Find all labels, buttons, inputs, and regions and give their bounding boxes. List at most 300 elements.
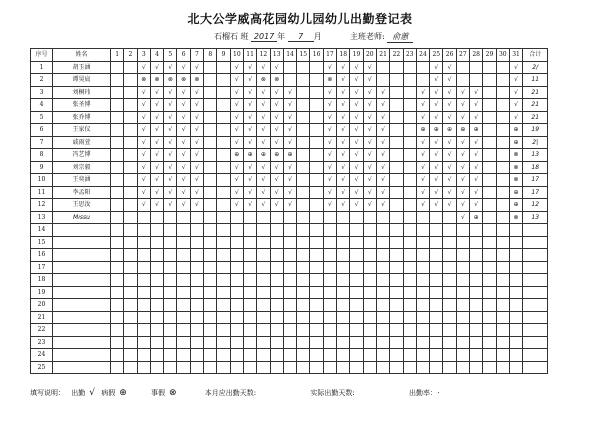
attendance-cell bbox=[403, 211, 416, 224]
attendance-cell bbox=[376, 311, 389, 324]
attendance-cell bbox=[350, 349, 363, 362]
attendance-cell bbox=[390, 236, 403, 249]
attendance-cell bbox=[416, 249, 429, 262]
attendance-cell bbox=[483, 149, 496, 162]
attendance-cell bbox=[124, 336, 137, 349]
attendance-cell: √ bbox=[270, 86, 283, 99]
attendance-cell bbox=[217, 174, 230, 187]
attendance-cell bbox=[164, 236, 177, 249]
attendance-cell bbox=[177, 286, 190, 299]
attendance-cell bbox=[430, 274, 443, 287]
child-name: 张乔博 bbox=[53, 111, 111, 124]
attendance-cell: √ bbox=[177, 186, 190, 199]
attendance-cell bbox=[190, 299, 203, 312]
attendance-cell: √ bbox=[137, 61, 150, 74]
attendance-cell bbox=[323, 336, 336, 349]
attendance-cell bbox=[416, 349, 429, 362]
attendance-cell: √ bbox=[283, 186, 296, 199]
attendance-cell bbox=[496, 161, 509, 174]
attendance-cell: √ bbox=[470, 174, 483, 187]
header-day-7: 7 bbox=[190, 49, 203, 62]
attendance-cell bbox=[470, 324, 483, 337]
attendance-cell bbox=[310, 149, 323, 162]
attendance-cell: √ bbox=[190, 124, 203, 137]
attendance-cell bbox=[270, 211, 283, 224]
attendance-cell bbox=[376, 361, 389, 374]
attendance-cell bbox=[403, 161, 416, 174]
attendance-cell bbox=[164, 349, 177, 362]
attendance-cell: √ bbox=[443, 161, 456, 174]
attendance-cell bbox=[323, 361, 336, 374]
attendance-cell bbox=[297, 161, 310, 174]
header-day-14: 14 bbox=[283, 49, 296, 62]
attendance-cell bbox=[350, 311, 363, 324]
attendance-cell: √ bbox=[257, 61, 270, 74]
attendance-cell bbox=[297, 111, 310, 124]
row-number: 2 bbox=[31, 74, 53, 87]
attendance-cell bbox=[111, 336, 124, 349]
attendance-cell bbox=[297, 124, 310, 137]
attendance-cell bbox=[310, 74, 323, 87]
header-name: 姓名 bbox=[53, 49, 111, 62]
attendance-cell: √ bbox=[416, 111, 429, 124]
legend bbox=[30, 388, 570, 398]
attendance-cell bbox=[483, 186, 496, 199]
attendance-cell bbox=[297, 236, 310, 249]
row-number: 15 bbox=[31, 236, 53, 249]
attendance-cell bbox=[283, 361, 296, 374]
attendance-cell: √ bbox=[190, 174, 203, 187]
attendance-cell bbox=[483, 299, 496, 312]
attendance-cell bbox=[443, 249, 456, 262]
attendance-cell bbox=[470, 236, 483, 249]
attendance-cell bbox=[297, 99, 310, 112]
attendance-cell bbox=[509, 311, 522, 324]
attendance-cell: √ bbox=[363, 99, 376, 112]
attendance-cell bbox=[190, 211, 203, 224]
child-name: 李孟阳 bbox=[53, 186, 111, 199]
attendance-cell bbox=[350, 299, 363, 312]
row-number: 7 bbox=[31, 136, 53, 149]
row-number: 16 bbox=[31, 249, 53, 262]
attendance-cell: √ bbox=[257, 136, 270, 149]
attendance-cell bbox=[270, 324, 283, 337]
attendance-cell bbox=[509, 286, 522, 299]
attendance-cell bbox=[350, 361, 363, 374]
attendance-cell bbox=[350, 224, 363, 237]
attendance-cell bbox=[217, 349, 230, 362]
attendance-cell bbox=[403, 149, 416, 162]
attendance-cell bbox=[190, 274, 203, 287]
attendance-cell bbox=[323, 236, 336, 249]
attendance-cell bbox=[164, 361, 177, 374]
attendance-cell bbox=[257, 274, 270, 287]
row-total bbox=[523, 261, 548, 274]
table-row bbox=[31, 224, 548, 237]
attendance-cell bbox=[430, 224, 443, 237]
attendance-cell: √ bbox=[456, 149, 469, 162]
attendance-cell bbox=[496, 311, 509, 324]
attendance-cell bbox=[217, 149, 230, 162]
attendance-cell bbox=[137, 324, 150, 337]
attendance-cell bbox=[483, 249, 496, 262]
attendance-cell: √ bbox=[150, 199, 163, 212]
attendance-cell bbox=[310, 224, 323, 237]
attendance-cell: √ bbox=[230, 99, 243, 112]
attendance-cell bbox=[204, 124, 217, 137]
attendance-cell: √ bbox=[456, 99, 469, 112]
child-name bbox=[53, 274, 111, 287]
header-day-25: 25 bbox=[430, 49, 443, 62]
row-total bbox=[523, 299, 548, 312]
attendance-cell bbox=[297, 324, 310, 337]
attendance-cell bbox=[137, 286, 150, 299]
attendance-cell bbox=[496, 174, 509, 187]
attendance-cell bbox=[124, 224, 137, 237]
header-day-22: 22 bbox=[390, 49, 403, 62]
attendance-cell: √ bbox=[150, 111, 163, 124]
attendance-cell bbox=[310, 249, 323, 262]
attendance-cell bbox=[310, 361, 323, 374]
attendance-cell bbox=[243, 236, 256, 249]
attendance-cell: √ bbox=[257, 161, 270, 174]
attendance-cell bbox=[496, 249, 509, 262]
attendance-cell: ⊕ bbox=[509, 199, 522, 212]
table-row bbox=[31, 124, 548, 137]
attendance-cell: √ bbox=[137, 111, 150, 124]
attendance-cell: √ bbox=[323, 199, 336, 212]
attendance-cell bbox=[483, 86, 496, 99]
attendance-cell bbox=[164, 249, 177, 262]
attendance-cell: ⊗ bbox=[323, 74, 336, 87]
attendance-cell bbox=[230, 224, 243, 237]
attendance-cell bbox=[509, 236, 522, 249]
attendance-cell: √ bbox=[337, 99, 350, 112]
attendance-cell bbox=[124, 324, 137, 337]
attendance-cell bbox=[204, 61, 217, 74]
attendance-cell: √ bbox=[137, 174, 150, 187]
row-number: 25 bbox=[31, 361, 53, 374]
attendance-cell bbox=[443, 311, 456, 324]
attendance-cell bbox=[483, 99, 496, 112]
attendance-cell: ⊕ bbox=[509, 124, 522, 137]
attendance-cell bbox=[390, 274, 403, 287]
attendance-cell bbox=[310, 136, 323, 149]
attendance-cell bbox=[270, 349, 283, 362]
attendance-cell bbox=[416, 336, 429, 349]
attendance-cell: ⊕ bbox=[470, 211, 483, 224]
attendance-cell: √ bbox=[270, 99, 283, 112]
attendance-cell bbox=[230, 211, 243, 224]
attendance-cell bbox=[283, 274, 296, 287]
attendance-cell bbox=[337, 336, 350, 349]
attendance-cell: √ bbox=[283, 174, 296, 187]
header-day-17: 17 bbox=[323, 49, 336, 62]
header-day-10: 10 bbox=[230, 49, 243, 62]
attendance-cell bbox=[217, 299, 230, 312]
attendance-cell bbox=[390, 299, 403, 312]
header-day-27: 27 bbox=[456, 49, 469, 62]
attendance-cell bbox=[124, 61, 137, 74]
attendance-cell bbox=[337, 224, 350, 237]
attendance-cell bbox=[124, 174, 137, 187]
attendance-cell bbox=[297, 174, 310, 187]
child-name: 谭昊宸 bbox=[53, 74, 111, 87]
attendance-cell bbox=[443, 336, 456, 349]
row-total bbox=[523, 224, 548, 237]
attendance-cell bbox=[204, 324, 217, 337]
attendance-cell bbox=[390, 111, 403, 124]
attendance-cell bbox=[297, 286, 310, 299]
attendance-cell bbox=[124, 124, 137, 137]
attendance-cell: √ bbox=[430, 61, 443, 74]
attendance-cell bbox=[204, 211, 217, 224]
attendance-cell bbox=[177, 311, 190, 324]
attendance-cell: √ bbox=[190, 136, 203, 149]
attendance-cell bbox=[416, 261, 429, 274]
attendance-cell bbox=[496, 224, 509, 237]
attendance-cell bbox=[443, 286, 456, 299]
attendance-cell bbox=[323, 349, 336, 362]
attendance-cell bbox=[243, 299, 256, 312]
attendance-cell: √ bbox=[350, 124, 363, 137]
attendance-cell bbox=[124, 261, 137, 274]
attendance-cell bbox=[217, 311, 230, 324]
attendance-cell: √ bbox=[164, 149, 177, 162]
attendance-cell: √ bbox=[443, 74, 456, 87]
attendance-cell: √ bbox=[443, 174, 456, 187]
attendance-cell: √ bbox=[150, 99, 163, 112]
attendance-cell bbox=[243, 324, 256, 337]
attendance-cell: √ bbox=[177, 61, 190, 74]
attendance-cell: √ bbox=[376, 111, 389, 124]
attendance-cell bbox=[150, 336, 163, 349]
attendance-cell bbox=[257, 336, 270, 349]
attendance-cell bbox=[243, 249, 256, 262]
attendance-cell bbox=[376, 274, 389, 287]
attendance-cell: √ bbox=[443, 99, 456, 112]
header-day-31: 31 bbox=[509, 49, 522, 62]
attendance-cell bbox=[124, 74, 137, 87]
attendance-cell bbox=[111, 99, 124, 112]
attendance-cell bbox=[204, 349, 217, 362]
attendance-cell bbox=[310, 174, 323, 187]
attendance-cell: √ bbox=[350, 161, 363, 174]
attendance-cell bbox=[310, 324, 323, 337]
attendance-cell bbox=[470, 74, 483, 87]
table-row bbox=[31, 86, 548, 99]
attendance-cell bbox=[190, 349, 203, 362]
attendance-cell bbox=[496, 186, 509, 199]
attendance-cell bbox=[283, 224, 296, 237]
attendance-cell: √ bbox=[376, 136, 389, 149]
attendance-cell bbox=[164, 224, 177, 237]
attendance-cell bbox=[376, 349, 389, 362]
row-number: 6 bbox=[31, 124, 53, 137]
attendance-cell bbox=[443, 299, 456, 312]
attendance-cell bbox=[509, 349, 522, 362]
expected-days-label: 本月应出勤天数: bbox=[204, 389, 257, 397]
header-day-21: 21 bbox=[376, 49, 389, 62]
attendance-cell bbox=[230, 286, 243, 299]
attendance-cell: √ bbox=[177, 99, 190, 112]
table-row bbox=[31, 136, 548, 149]
attendance-cell: √ bbox=[350, 174, 363, 187]
attendance-cell: √ bbox=[283, 99, 296, 112]
attendance-cell bbox=[363, 299, 376, 312]
attendance-cell bbox=[403, 349, 416, 362]
attendance-cell bbox=[509, 224, 522, 237]
attendance-cell: √ bbox=[456, 174, 469, 187]
attendance-cell: √ bbox=[443, 186, 456, 199]
header-day-4: 4 bbox=[150, 49, 163, 62]
attendance-cell: ⊕ bbox=[430, 124, 443, 137]
attendance-cell: √ bbox=[177, 86, 190, 99]
attendance-cell bbox=[283, 74, 296, 87]
attendance-cell: √ bbox=[443, 86, 456, 99]
attendance-cell bbox=[204, 99, 217, 112]
attendance-cell: √ bbox=[430, 136, 443, 149]
attendance-cell bbox=[217, 236, 230, 249]
attendance-cell bbox=[443, 349, 456, 362]
attendance-cell bbox=[483, 136, 496, 149]
attendance-cell: √ bbox=[137, 149, 150, 162]
attendance-cell: √ bbox=[230, 74, 243, 87]
table-row bbox=[31, 174, 548, 187]
attendance-cell: √ bbox=[137, 161, 150, 174]
row-total: 18 bbox=[523, 161, 548, 174]
attendance-cell bbox=[124, 286, 137, 299]
table-row bbox=[31, 311, 548, 324]
attendance-cell bbox=[310, 61, 323, 74]
attendance-cell: √ bbox=[190, 149, 203, 162]
attendance-cell: ⊕ bbox=[243, 149, 256, 162]
attendance-cell bbox=[430, 236, 443, 249]
attendance-cell bbox=[403, 261, 416, 274]
year-label: 年 bbox=[277, 32, 286, 41]
attendance-cell: √ bbox=[350, 111, 363, 124]
table-row bbox=[31, 161, 548, 174]
attendance-cell bbox=[350, 286, 363, 299]
child-name bbox=[53, 249, 111, 262]
attendance-cell: √ bbox=[470, 86, 483, 99]
row-total bbox=[523, 324, 548, 337]
attendance-cell bbox=[376, 299, 389, 312]
header-day-3: 3 bbox=[137, 49, 150, 62]
attendance-cell: √ bbox=[164, 86, 177, 99]
attendance-cell bbox=[297, 149, 310, 162]
row-number: 9 bbox=[31, 161, 53, 174]
attendance-cell bbox=[376, 224, 389, 237]
attendance-cell bbox=[297, 74, 310, 87]
attendance-cell bbox=[390, 211, 403, 224]
attendance-cell bbox=[230, 349, 243, 362]
attendance-cell bbox=[124, 136, 137, 149]
attendance-cell bbox=[483, 224, 496, 237]
attendance-cell bbox=[350, 336, 363, 349]
header-day-6: 6 bbox=[177, 49, 190, 62]
attendance-cell: √ bbox=[509, 86, 522, 99]
attendance-cell bbox=[217, 124, 230, 137]
attendance-cell: ⊗ bbox=[509, 149, 522, 162]
attendance-cell bbox=[111, 249, 124, 262]
attendance-cell: √ bbox=[243, 99, 256, 112]
attendance-cell bbox=[297, 261, 310, 274]
attendance-cell bbox=[204, 149, 217, 162]
attendance-cell bbox=[230, 324, 243, 337]
attendance-cell bbox=[323, 311, 336, 324]
child-name: 冯艺博 bbox=[53, 149, 111, 162]
attendance-cell bbox=[390, 74, 403, 87]
attendance-cell bbox=[483, 311, 496, 324]
attendance-cell bbox=[230, 236, 243, 249]
check-icon: √ bbox=[89, 388, 95, 398]
attendance-cell: √ bbox=[337, 86, 350, 99]
attendance-cell bbox=[257, 286, 270, 299]
attendance-cell: √ bbox=[337, 124, 350, 137]
attendance-rate-value: · bbox=[437, 389, 440, 397]
attendance-cell bbox=[177, 349, 190, 362]
attendance-cell: √ bbox=[470, 199, 483, 212]
attendance-cell bbox=[204, 286, 217, 299]
attendance-cell: √ bbox=[430, 149, 443, 162]
attendance-cell: √ bbox=[137, 99, 150, 112]
attendance-cell: √ bbox=[137, 186, 150, 199]
attendance-cell: √ bbox=[470, 149, 483, 162]
attendance-cell bbox=[164, 286, 177, 299]
attendance-cell: ⊗ bbox=[509, 161, 522, 174]
row-total bbox=[523, 236, 548, 249]
attendance-cell bbox=[310, 161, 323, 174]
attendance-cell bbox=[217, 111, 230, 124]
attendance-cell: √ bbox=[150, 86, 163, 99]
attendance-cell bbox=[297, 199, 310, 212]
row-number: 12 bbox=[31, 199, 53, 212]
attendance-cell bbox=[204, 299, 217, 312]
attendance-cell: √ bbox=[257, 124, 270, 137]
attendance-cell: √ bbox=[257, 199, 270, 212]
attendance-cell bbox=[283, 286, 296, 299]
attendance-cell: √ bbox=[416, 99, 429, 112]
attendance-cell bbox=[177, 249, 190, 262]
attendance-cell bbox=[137, 274, 150, 287]
attendance-cell: √ bbox=[363, 74, 376, 87]
attendance-cell bbox=[217, 136, 230, 149]
attendance-cell bbox=[456, 224, 469, 237]
attendance-cell bbox=[416, 74, 429, 87]
attendance-cell bbox=[111, 224, 124, 237]
attendance-cell: √ bbox=[323, 149, 336, 162]
attendance-cell bbox=[204, 236, 217, 249]
attendance-cell bbox=[204, 186, 217, 199]
attendance-cell bbox=[483, 261, 496, 274]
attendance-cell bbox=[337, 274, 350, 287]
attendance-cell bbox=[270, 261, 283, 274]
attendance-cell bbox=[150, 236, 163, 249]
attendance-cell: √ bbox=[430, 199, 443, 212]
attendance-cell bbox=[483, 174, 496, 187]
attendance-cell bbox=[217, 186, 230, 199]
attendance-cell bbox=[137, 299, 150, 312]
attendance-cell bbox=[150, 261, 163, 274]
attendance-cell bbox=[390, 149, 403, 162]
row-total: 2| bbox=[523, 136, 548, 149]
attendance-cell: √ bbox=[257, 99, 270, 112]
child-name: 胡玉涵 bbox=[53, 61, 111, 74]
child-name: 王思汝 bbox=[53, 199, 111, 212]
header-day-12: 12 bbox=[257, 49, 270, 62]
attendance-cell: √ bbox=[456, 136, 469, 149]
